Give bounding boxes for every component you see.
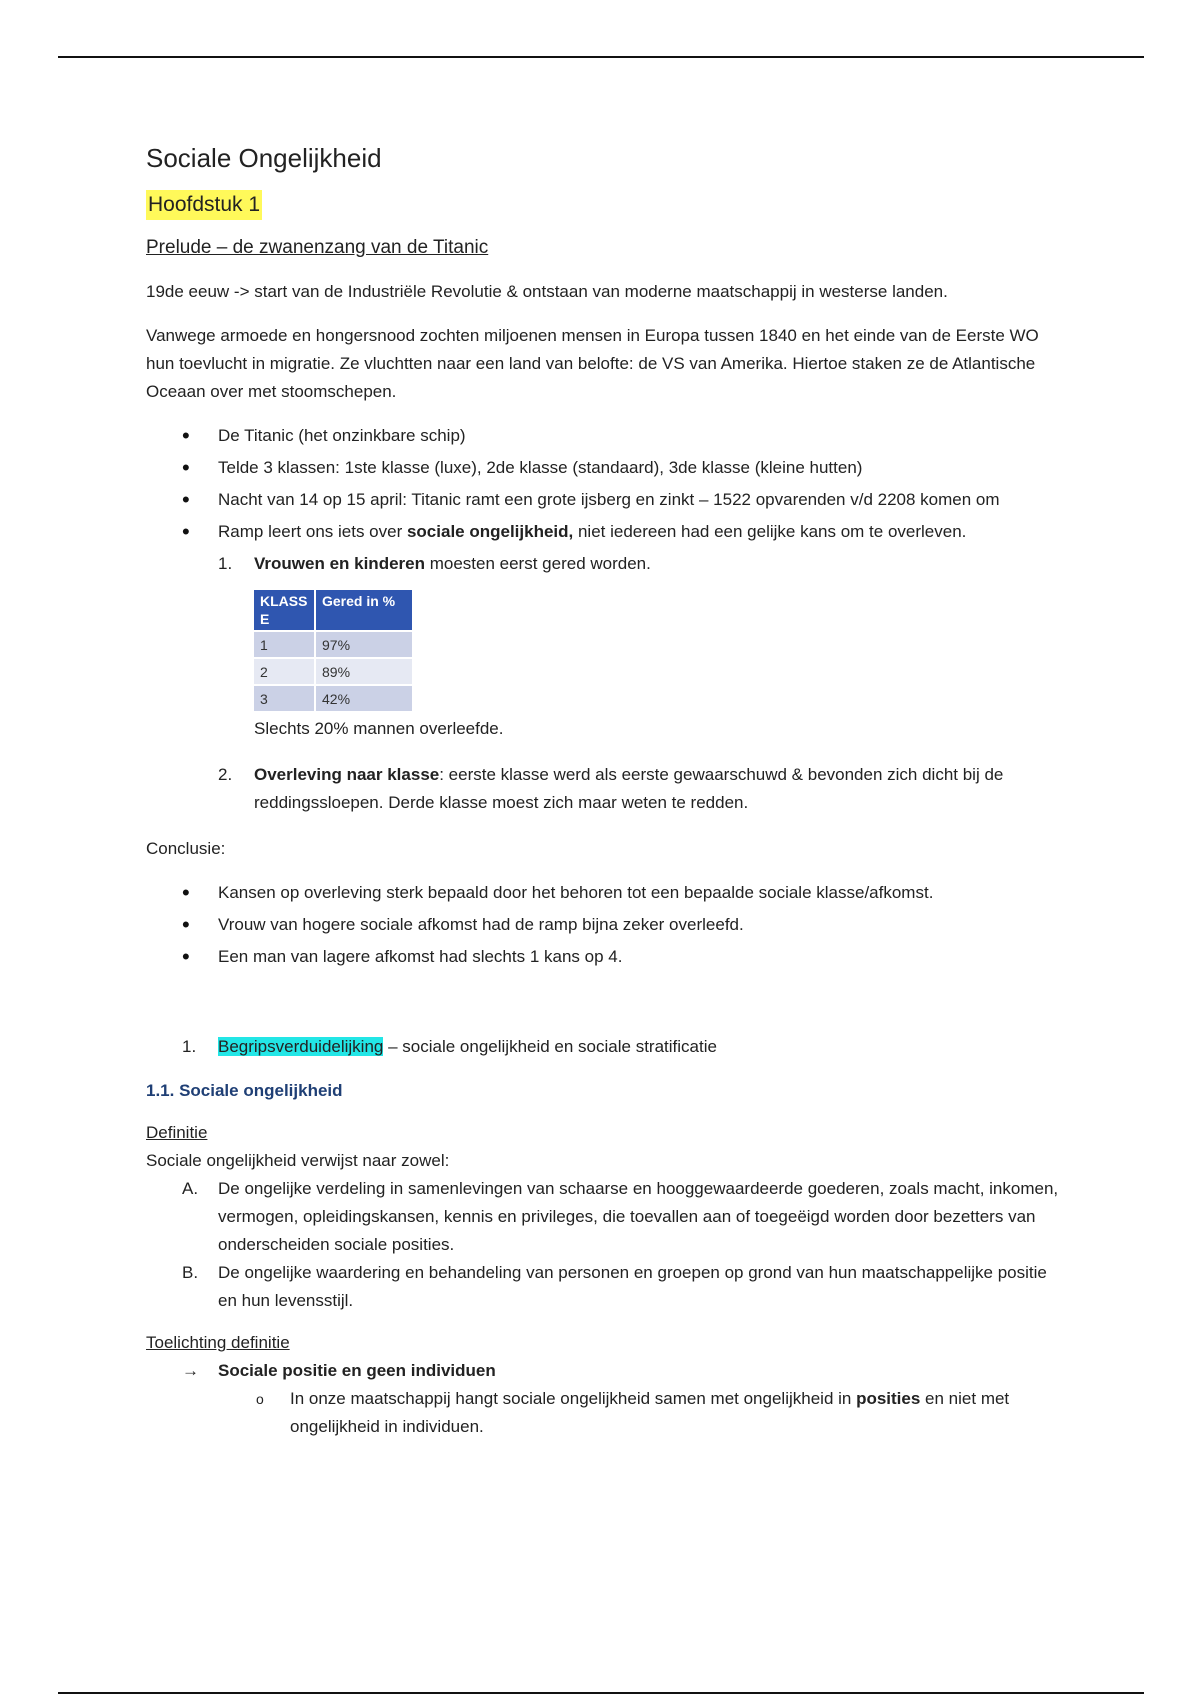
table-row: 2 89% — [254, 658, 412, 685]
list-item: • Ramp leert ons iets over sociale ongelijkheid, niet iedereen had een gelijke kans om te overleven. — [146, 518, 1066, 546]
survival-table — [254, 590, 412, 711]
definition-list — [146, 1175, 1066, 1315]
list-item: • Nacht van 14 op 15 april: Titanic ramt een grote ijsberg en zinkt – 1522 opvarenden v/d 2208 komen om — [146, 486, 1066, 514]
arrow-point: → Sociale positie en geen individuen — [146, 1357, 1066, 1385]
titanic-bullet-list — [146, 422, 1066, 546]
table-note: Slechts 20% mannen overleefde. — [254, 719, 504, 738]
section-heading: Prelude – de zwanenzang van de Titanic — [146, 237, 489, 258]
circle-bullet-icon: o — [256, 1391, 264, 1407]
table-row: 3 42% — [254, 685, 412, 711]
list-item: B. De ongelijke waardering en behandeling van personen en groepen op grond van hun maatschappelijke positie en hun levensstijl. — [182, 1263, 1047, 1310]
list-item: • Vrouw van hogere sociale afkomst had de ramp bijna zeker overleefd. — [146, 911, 1066, 939]
footer-rule — [58, 1692, 1144, 1694]
list-item: • Kansen op overleving sterk bepaald door het behoren tot een bepaalde sociale klasse/afkomst. — [146, 879, 1066, 907]
arrow-icon: → — [182, 1361, 199, 1380]
numbered-sublist-1 — [146, 550, 1066, 578]
conclusion-list — [146, 879, 1066, 971]
begrip-heading: 1. Begripsverduidelijking – sociale ongelijkheid en sociale stratificatie — [182, 1037, 717, 1056]
list-item: • De Titanic (het onzinkbare schip) — [146, 422, 1066, 450]
table-header-gered: Gered in % — [315, 590, 412, 631]
header-rule — [58, 56, 1144, 58]
table-header-klasse: KLASS E — [254, 590, 315, 631]
migration-paragraph: Vanwege armoede en hongersnood zochten miljoenen mensen in Europa tussen 1840 en het einde van de Eerste WO hun toevlucht in migratie. Ze vluchtten naar een land van belofte: de VS van Amerika. Hiertoe staken ze de Atlantische Oceaan over met stoomschepen. — [146, 326, 1039, 401]
circle-point: o In onze maatschappij hangt sociale ongelijkheid samen met ongelijkheid in posities en niet met ongelijkheid in individuen. — [146, 1385, 1066, 1441]
document-page — [146, 140, 1066, 1441]
table-row: 1 97% — [254, 631, 412, 658]
numbered-sublist-2 — [146, 761, 1066, 817]
chapter-heading: Hoofdstuk 1 — [146, 190, 262, 220]
list-item: 1. Vrouwen en kinderen moesten eerst gered worden. — [218, 554, 651, 573]
intro-paragraph: 19de eeuw -> start van de Industriële Revolutie & ontstaan van moderne maatschappij in westerse landen. — [146, 282, 948, 301]
conclusion-label: Conclusie: — [146, 839, 226, 858]
list-item: A. De ongelijke verdeling in samenlevingen van schaarse en hooggewaardeerde goederen, zoals macht, inkomen, vermogen, opleidingskansen, kennis en privileges, die toevallen aan of toegeëigd worden door bezetters van onderscheiden sociale posities. — [182, 1179, 1059, 1254]
list-item: 2. Overleving naar klasse: eerste klasse werd als eerste gewaarschuwd & bevonden zich dicht bij de reddingssloepen. Derde klasse moest zich maar weten te redden. — [218, 765, 1004, 812]
list-item: • Een man van lagere afkomst had slechts 1 kans op 4. — [146, 943, 1066, 971]
definition-title: Definitie — [146, 1123, 208, 1142]
subsection-heading: 1.1. Sociale ongelijkheid — [146, 1081, 343, 1100]
definition-intro: Sociale ongelijkheid verwijst naar zowel: — [146, 1151, 450, 1170]
list-item: • Telde 3 klassen: 1ste klasse (luxe), 2de klasse (standaard), 3de klasse (kleine hutten) — [146, 454, 1066, 482]
explanation-title: Toelichting definitie — [146, 1333, 290, 1352]
doc-title: Sociale Ongelijkheid — [146, 143, 382, 173]
